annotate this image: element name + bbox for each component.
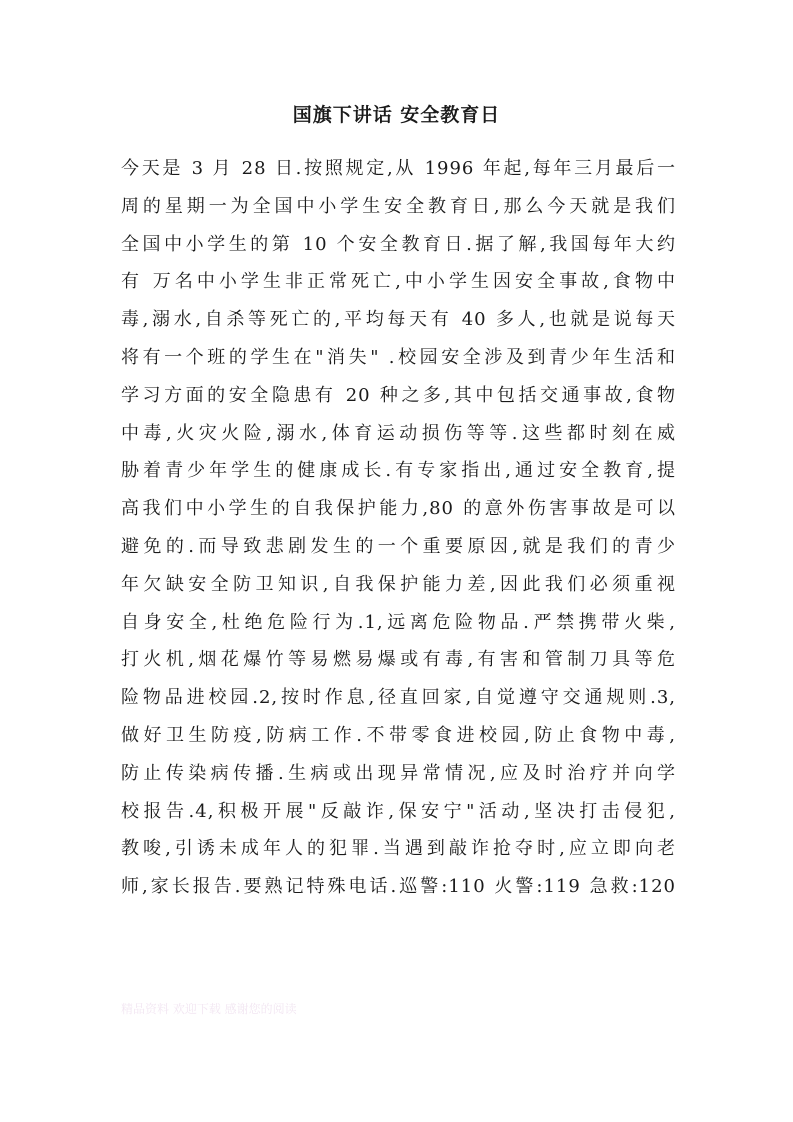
- text-line: 自身安全,杜绝危险行为.1,远离危险物品.严禁携带火柴,: [121, 611, 676, 633]
- text-line: 中毒,火灾火险,溺水,体育运动损伤等等.这些都时刻在威: [121, 422, 676, 444]
- text-line: 周的星期一为全国中小学生安全教育日,那么今天就是我们: [121, 195, 676, 217]
- watermark-text: 精品资料 欢迎下载 感谢您的阅读: [121, 1002, 297, 1016]
- text-line: 今天是 3 月 28 日.按照规定,从 1996 年起,每年三月最后一: [121, 158, 676, 179]
- text-line: 胁着青少年学生的健康成长.有专家指出,通过安全教育,提: [121, 460, 676, 482]
- text-line: 全国中小学生的第 10 个安全教育日.据了解,我国每年大约: [121, 233, 676, 255]
- text-line: 做好卫生防疫,防病工作.不带零食进校园,防止食物中毒,: [121, 724, 676, 746]
- text-line: 年欠缺安全防卫知识,自我保护能力差,因此我们必须重视: [121, 573, 676, 595]
- text-line: 高我们中小学生的自我保护能力,80 的意外伤害事故是可以: [121, 498, 676, 520]
- text-line: 校报告.4,积极开展"反敲诈,保安宁"活动,坚决打击侵犯,: [121, 800, 676, 822]
- text-line: 避免的.而导致悲剧发生的一个重要原因,就是我们的青少: [121, 535, 676, 557]
- text-line: 毒,溺水,自杀等死亡的,平均每天有 40 多人,也就是说每天: [121, 309, 676, 331]
- body-paragraph: [121, 150, 676, 906]
- text-line: 防止传染病传播.生病或出现异常情况,应及时治疗并向学: [121, 762, 676, 784]
- text-line: 险物品进校园.2,按时作息,径直回家,自觉遵守交通规则.3,: [121, 687, 676, 709]
- text-line: 打火机,烟花爆竹等易燃易爆或有毒,有害和管制刀具等危: [121, 649, 676, 671]
- text-line: 师,家长报告.要熟记特殊电话.巡警:110 火警:119 急救:120: [121, 876, 676, 898]
- page-title: 国旗下讲话 安全教育日: [292, 104, 501, 126]
- text-line: 教唆,引诱未成年人的犯罪.当遇到敲诈抢夺时,应立即向老: [121, 838, 676, 860]
- text-line: 有 万名中小学生非正常死亡,中小学生因安全事故,食物中: [121, 271, 676, 293]
- text-line: 将有一个班的学生在"消失" .校园安全涉及到青少年生活和: [121, 346, 676, 368]
- text-line: 学习方面的安全隐患有 20 种之多,其中包括交通事故,食物: [121, 384, 676, 406]
